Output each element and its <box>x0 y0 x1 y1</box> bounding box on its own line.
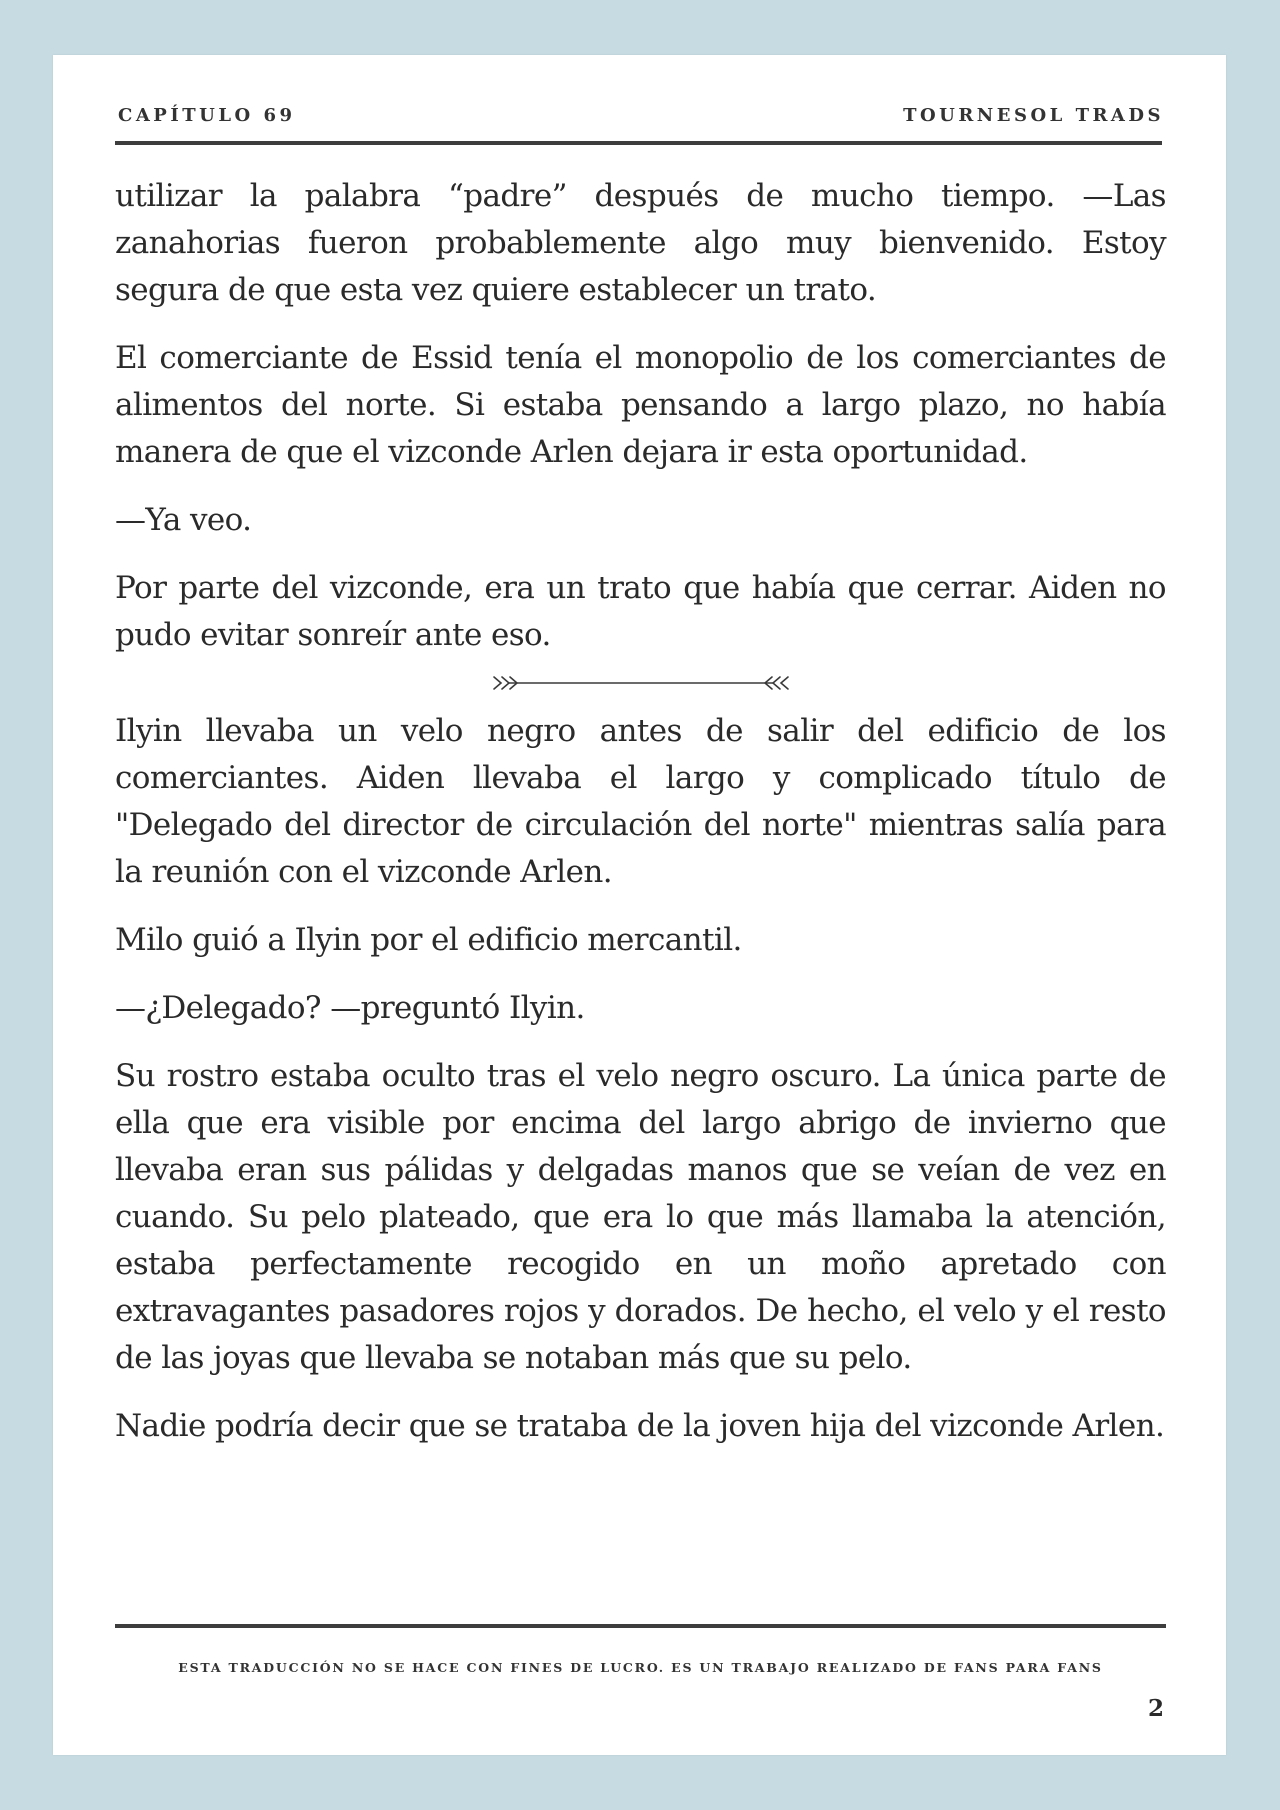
footer-rule <box>115 1624 1166 1628</box>
header-rule <box>115 141 1162 145</box>
paragraph: —Ya veo. <box>115 502 252 538</box>
page-number: 2 <box>1147 1695 1164 1722</box>
paragraph: Nadie podría decir que se trataba de la joven hija del vizconde Arlen. <box>115 1408 1165 1444</box>
paragraph: Por parte del vizconde, era un trato que había que cerrar. Aiden no pudo evitar sonreír ante eso. <box>115 570 1166 653</box>
page-body <box>115 173 1166 1471</box>
page-header <box>118 105 1164 145</box>
footer-disclaimer: ESTA TRADUCCIÓN NO SE HACE CON FINES DE LUCRO. ES UN TRABAJO REALIZADO DE FANS PARA FANS <box>178 1660 1103 1675</box>
arrow-divider-icon <box>491 672 791 694</box>
paragraph: Ilyin llevaba un velo negro antes de salir del edificio de los comerciantes. Aiden llevaba el largo y complicado título de "Delegado del director de circulación del norte" mientras salía para la reunión con el vizconde Arlen. <box>115 713 1166 890</box>
paragraph: Milo guió a Ilyin por el edificio mercantil. <box>115 922 742 958</box>
document-page <box>53 55 1226 1755</box>
paragraph: —¿Delegado? —preguntó Ilyin. <box>115 990 585 1026</box>
translation-group-label: TOURNESOL TRADS <box>903 105 1164 126</box>
chapter-label: CAPÍTULO 69 <box>118 105 296 126</box>
paragraph: Su rostro estaba oculto tras el velo negro oscuro. La única parte de ella que era visible por encima del largo abrigo de invierno que llevaba eran sus pálidas y delgadas manos que se veían de vez en cuando. Su pelo plateado, que era lo que más llamaba la atención, estaba perfectamente recogido en un moño apretado con extravagantes pasadores rojos y dorados. De hecho, el velo y el resto de las joyas que llevaba se notaban más que su pelo. <box>115 1058 1166 1376</box>
paragraph: El comerciante de Essid tenía el monopolio de los comerciantes de alimentos del norte. Si estaba pensando a largo plazo, no había manera de que el vizconde Arlen dejara ir esta oportunidad. <box>115 340 1166 470</box>
paragraph: utilizar la palabra “padre” después de mucho tiempo. —Las zanahorias fueron probablemente algo muy bienvenido. Estoy segura de que esta vez quiere establecer un trato. <box>115 178 1166 308</box>
